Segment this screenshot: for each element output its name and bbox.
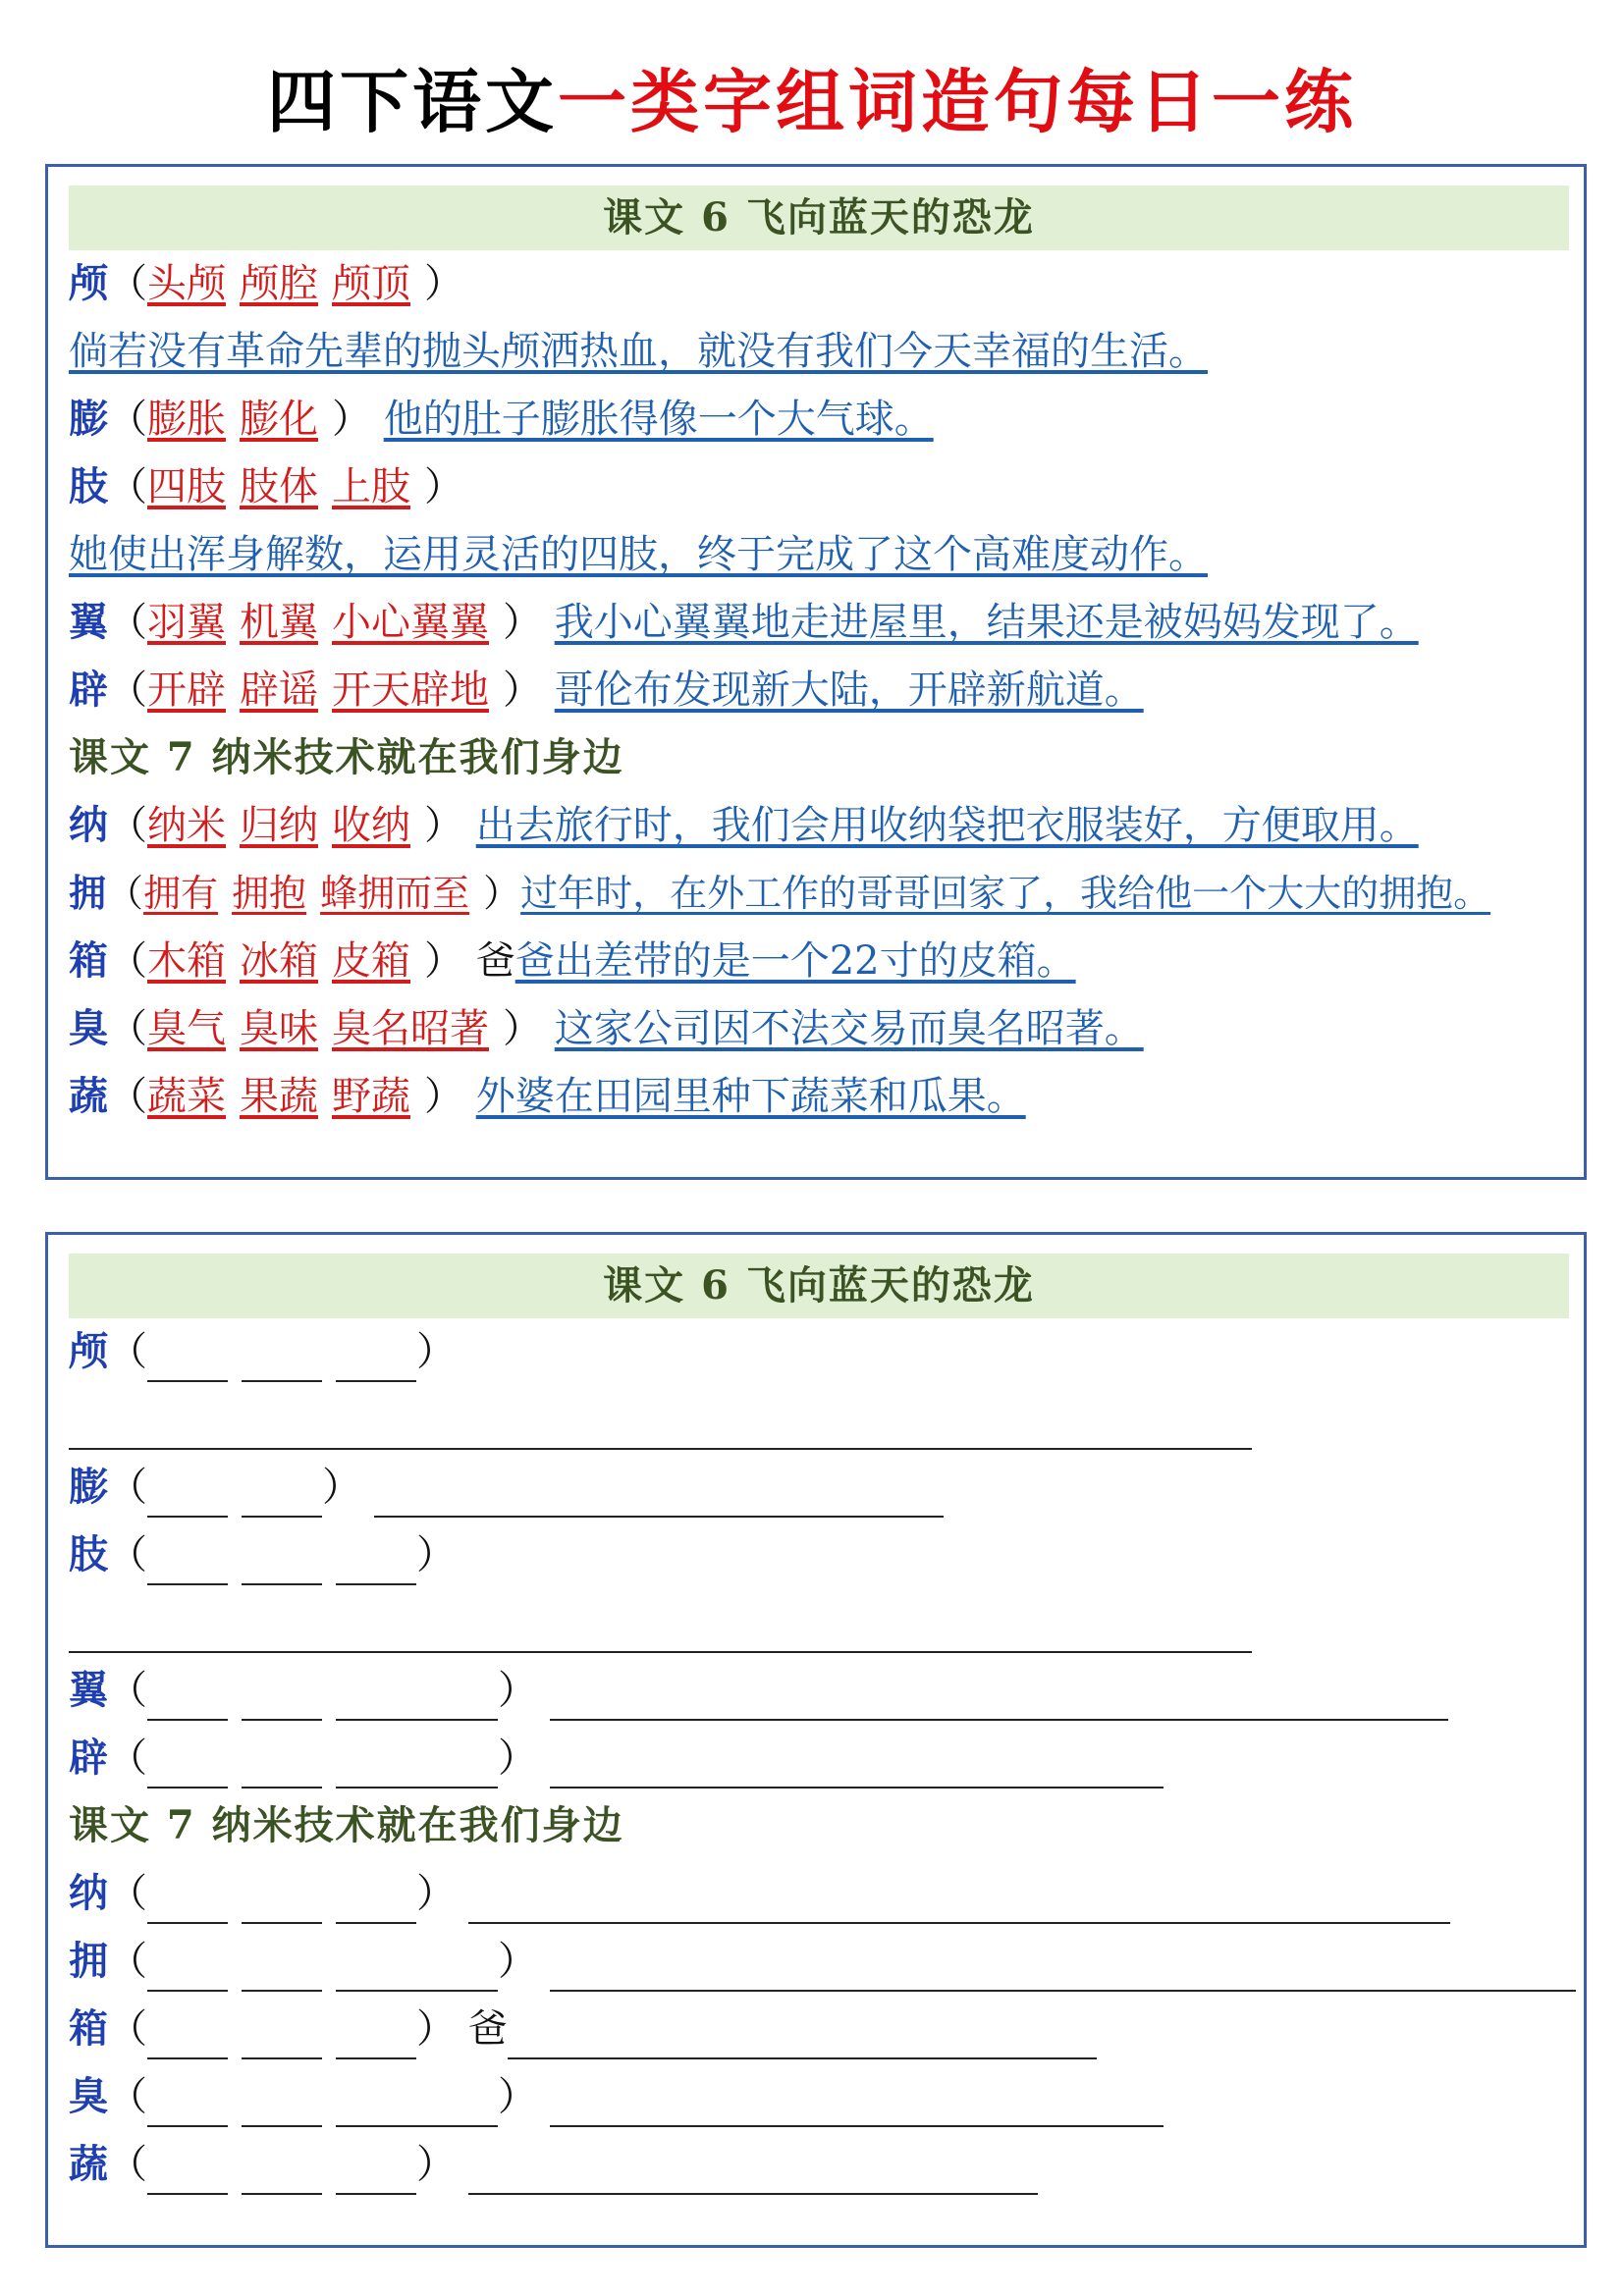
word-blank[interactable] bbox=[336, 1538, 416, 1585]
word-blank[interactable] bbox=[336, 2080, 498, 2127]
answer-sentence-lu bbox=[69, 321, 1208, 382]
word-blank[interactable] bbox=[336, 1877, 416, 1924]
word-blank[interactable] bbox=[147, 2080, 228, 2127]
word-blank[interactable] bbox=[336, 1741, 498, 1789]
word-blank[interactable] bbox=[147, 1674, 228, 1721]
word-blank[interactable] bbox=[242, 1538, 322, 1585]
answer-row-pi: 辟（开辟 辟谣 开天辟地 ） 哥伦布发现新大陆，开辟新航道。 bbox=[69, 667, 1144, 713]
word-blank[interactable] bbox=[242, 1335, 322, 1382]
sentence-blank[interactable] bbox=[550, 2080, 1164, 2127]
sentence-blank[interactable] bbox=[69, 1606, 1252, 1653]
practice-row-pi: 辟（ ） bbox=[69, 1728, 1164, 1789]
word-blank[interactable] bbox=[336, 2012, 416, 2059]
practice-row-na: 纳（ ） bbox=[69, 1863, 1450, 1924]
practice-sentence-lu bbox=[69, 1389, 1252, 1450]
word-blank[interactable] bbox=[147, 2012, 228, 2059]
answer-panel bbox=[45, 164, 1587, 1180]
lesson-7-header: 课文 7 纳米技术就在我们身边 bbox=[69, 734, 624, 780]
answer-row-lu: 颅（头颅 颅腔 颅顶 ） bbox=[69, 253, 463, 314]
answer-row-yi: 翼（羽翼 机翼 小心翼翼 ） 我小心翼翼地走进屋里，结果还是被妈妈发现了。 bbox=[69, 599, 1419, 645]
word: 头颅 bbox=[147, 261, 226, 306]
answer-row-peng: 膨（膨胀 膨化 ） 他的肚子膨胀得像一个大气球。 bbox=[69, 396, 934, 442]
sentence: 他的肚子膨胀得像一个大气球。 bbox=[383, 397, 934, 442]
word-blank[interactable] bbox=[336, 1945, 498, 1992]
sentence-blank[interactable] bbox=[468, 1877, 1450, 1924]
lesson-6-header: 课文 6 飞向蓝天的恐龙 bbox=[69, 1254, 1569, 1318]
sentence-blank[interactable] bbox=[468, 2148, 1038, 2195]
answer-row-xiang: 箱（木箱 冰箱 皮箱 ） 爸爸出差带的是一个22寸的皮箱。 bbox=[69, 937, 1076, 984]
lesson-6-header: 课文 6 飞向蓝天的恐龙 bbox=[69, 186, 1569, 250]
practice-sentence-zhi bbox=[69, 1592, 1252, 1653]
answer-sentence-zhi: 她使出浑身解数，运用灵活的四肢，终于完成了这个高难度动作。 bbox=[69, 532, 1208, 577]
page-title bbox=[0, 61, 1624, 143]
word-blank[interactable] bbox=[147, 1470, 228, 1518]
practice-row-shu: 蔬（ ） bbox=[69, 2134, 1038, 2195]
practice-row-zhi: 肢（ ） bbox=[69, 1524, 456, 1585]
word-blank[interactable] bbox=[336, 1335, 416, 1382]
word-blank[interactable] bbox=[242, 2012, 322, 2059]
word-blank[interactable] bbox=[147, 1877, 228, 1924]
practice-row-lu: 颅（ ） bbox=[69, 1321, 456, 1382]
word-blank[interactable] bbox=[242, 1877, 322, 1924]
word-blank[interactable] bbox=[147, 1335, 228, 1382]
sentence-blank[interactable] bbox=[374, 1470, 944, 1518]
lesson-7-header: 课文 7 纳米技术就在我们身边 bbox=[69, 1802, 624, 1848]
title-highlight: 一类字组词造句每日一练 bbox=[558, 61, 1357, 142]
word-blank[interactable] bbox=[147, 1538, 228, 1585]
practice-row-yong: 拥（ ） bbox=[69, 1931, 1576, 1992]
answer-row-chou: 臭（臭气 臭味 臭名昭著 ） 这家公司因不法交易而臭名昭著。 bbox=[69, 1005, 1144, 1051]
title-prefix: 四下语文 bbox=[267, 61, 558, 142]
entry-char: 颅 bbox=[69, 260, 108, 306]
sentence-blank[interactable] bbox=[550, 1674, 1448, 1721]
word-blank[interactable] bbox=[242, 1945, 322, 1992]
word-blank[interactable] bbox=[242, 1741, 322, 1789]
word-blank[interactable] bbox=[242, 2080, 322, 2127]
word-blank[interactable] bbox=[242, 2148, 322, 2195]
word: 颅顶 bbox=[332, 261, 410, 306]
word-blank[interactable] bbox=[147, 1741, 228, 1789]
answer-row-zhi: 肢（四肢 肢体 上肢 ） bbox=[69, 463, 463, 509]
practice-row-xiang: 箱（ ） 爸 bbox=[69, 1999, 1097, 2059]
word-blank[interactable] bbox=[336, 1674, 498, 1721]
practice-row-chou: 臭（ ） bbox=[69, 2066, 1164, 2127]
sentence-blank[interactable] bbox=[550, 1945, 1576, 1992]
practice-panel bbox=[45, 1232, 1587, 2248]
sentence: 倘若没有革命先辈的抛头颅洒热血，就没有我们今天幸福的生活。 bbox=[69, 329, 1208, 374]
practice-row-peng: 膨（ ） bbox=[69, 1457, 944, 1518]
word-blank[interactable] bbox=[147, 1945, 228, 1992]
word-blank[interactable] bbox=[242, 1470, 322, 1518]
practice-row-yi: 翼（ ） bbox=[69, 1660, 1448, 1721]
answer-row-na: 纳（纳米 归纳 收纳 ） 出去旅行时，我们会用收纳袋把衣服装好，方便取用。 bbox=[69, 802, 1419, 848]
word-blank[interactable] bbox=[242, 1674, 322, 1721]
word-blank[interactable] bbox=[147, 2148, 228, 2195]
answer-row-yong: 拥（拥有 拥抱 蜂拥而至 ）过年时，在外工作的哥哥回家了，我给他一个大大的拥抱。 bbox=[69, 871, 1491, 915]
sentence-blank[interactable] bbox=[508, 2012, 1097, 2059]
sentence-blank[interactable] bbox=[69, 1403, 1252, 1450]
word-blank[interactable] bbox=[336, 2148, 416, 2195]
answer-row-shu: 蔬（蔬菜 果蔬 野蔬 ） 外婆在田园里种下蔬菜和瓜果。 bbox=[69, 1073, 1026, 1119]
sentence-blank[interactable] bbox=[550, 1741, 1164, 1789]
word: 颅腔 bbox=[240, 261, 318, 306]
